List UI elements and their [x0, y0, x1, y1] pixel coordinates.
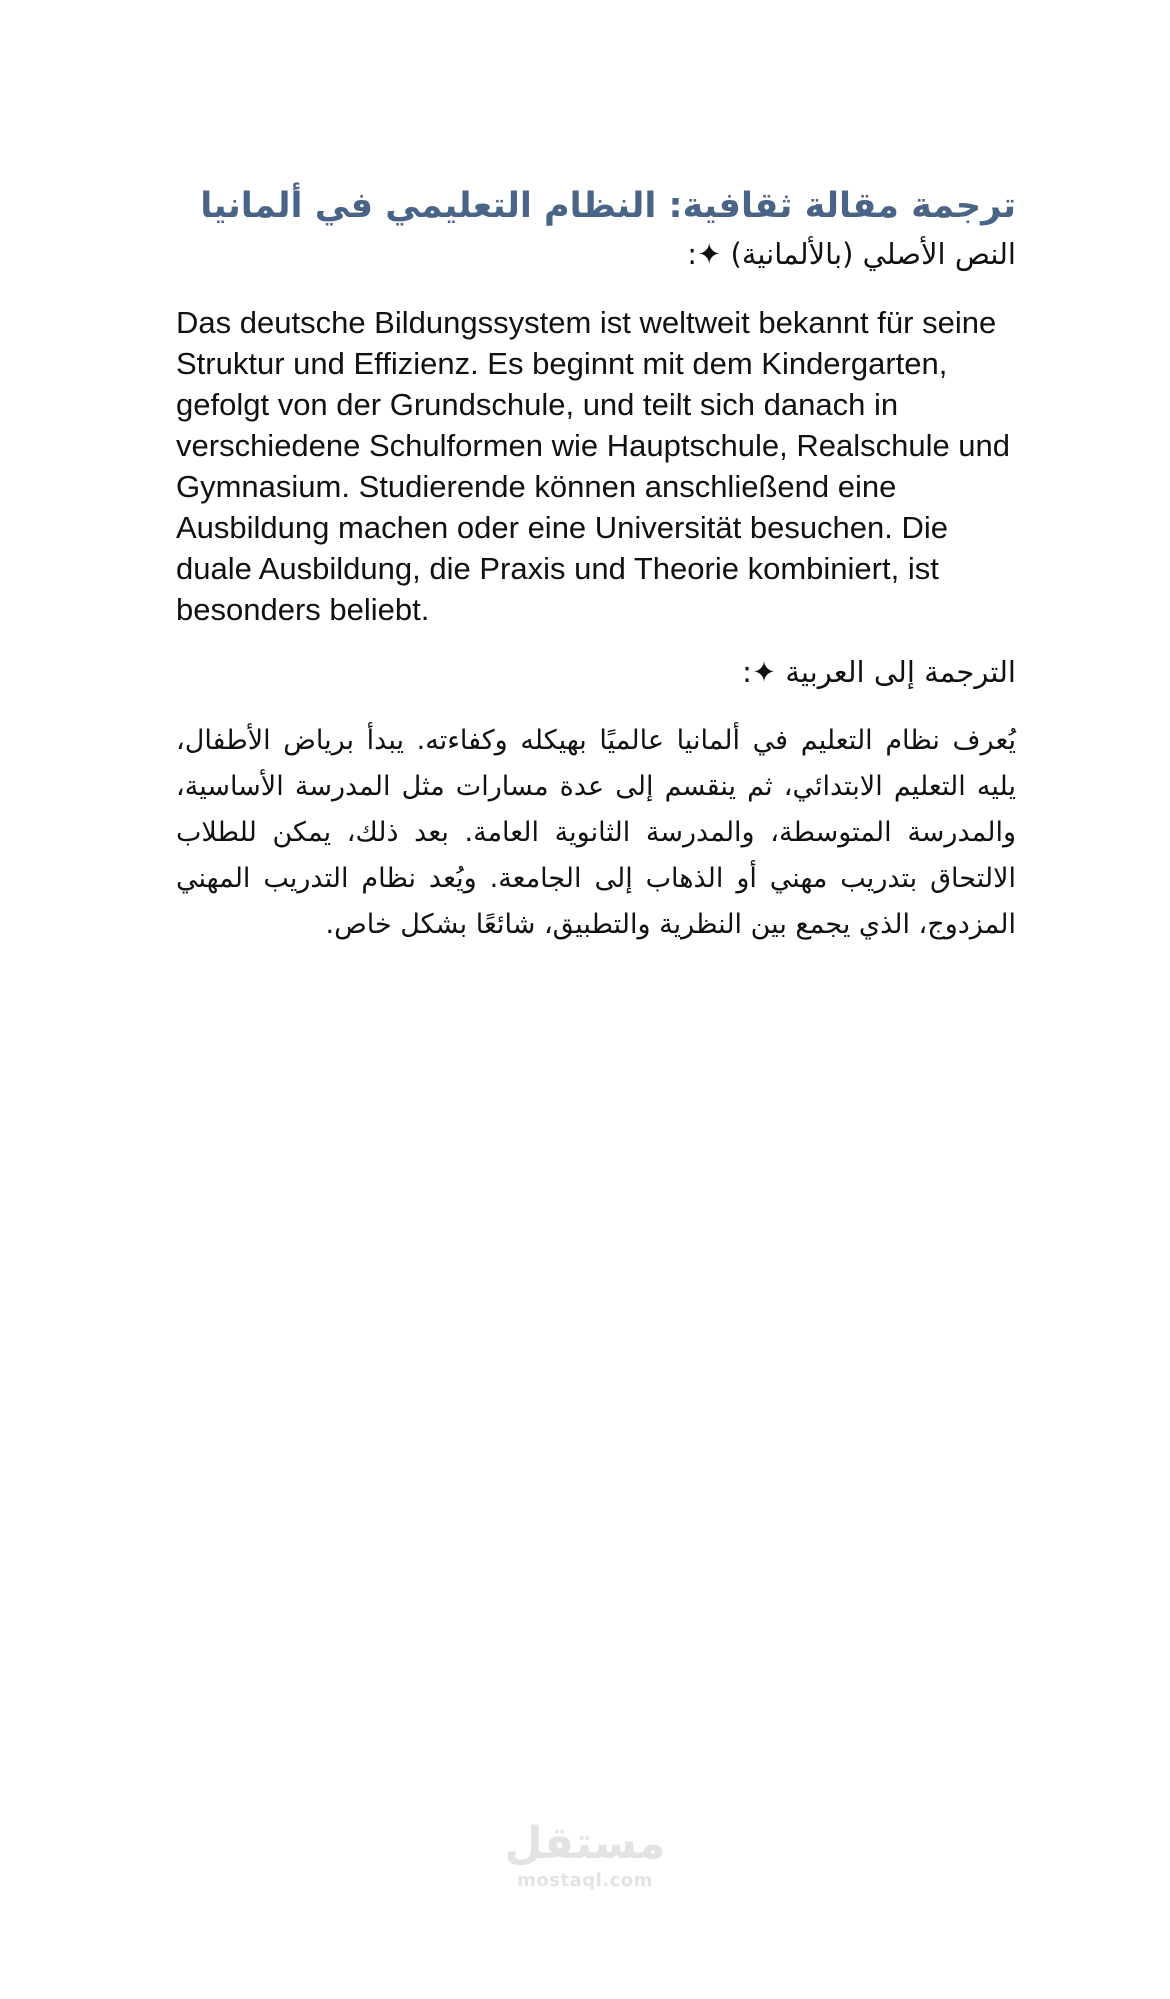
watermark — [0, 1818, 1170, 1892]
watermark-url: mostaql.com — [517, 1870, 653, 1891]
original-text-label: النص الأصلي (بالألمانية) ✦: — [687, 237, 1016, 271]
page-title: ترجمة مقالة ثقافية: النظام التعليمي في ألمانيا — [200, 186, 1016, 226]
original-german-paragraph: Das deutsche Bildungssystem ist weltweit bekannt für seine Struktur und Effizienz. Es beginnt mit dem Kindergarten, gefolgt von der Grundschule, und teilt sich danach in verschiedene Schulformen wie Hauptschule, Realschule und Gymnasium. Studierende können anschließend eine Ausbildung machen oder eine Universität besuchen. Die duale Ausbildung, die Praxis und Theorie kombiniert, ist besonders beliebt. — [176, 305, 1011, 627]
article — [176, 180, 1016, 948]
watermark-logo: مستقل — [504, 1818, 666, 1869]
arabic-translation-paragraph: يُعرف نظام التعليم في ألمانيا عالميًا بهيكله وكفاءته. يبدأ برياض الأطفال، يليه التعليم الابتدائي، ثم ينقسم إلى عدة مسارات مثل المدرسة الأساسية، والمدرسة المتوسطة، والمدرسة الثانوية العامة. بعد ذلك، يمكن للطلاب الالتحاق بتدريب مهني أو الذهاب إلى الجامعة. ويُعد نظام التدريب المهني المزدوج، الذي يجمع بين النظرية والتطبيق، شائعًا بشكل خاص. — [176, 725, 1016, 940]
translation-label: الترجمة إلى العربية ✦: — [742, 655, 1016, 689]
